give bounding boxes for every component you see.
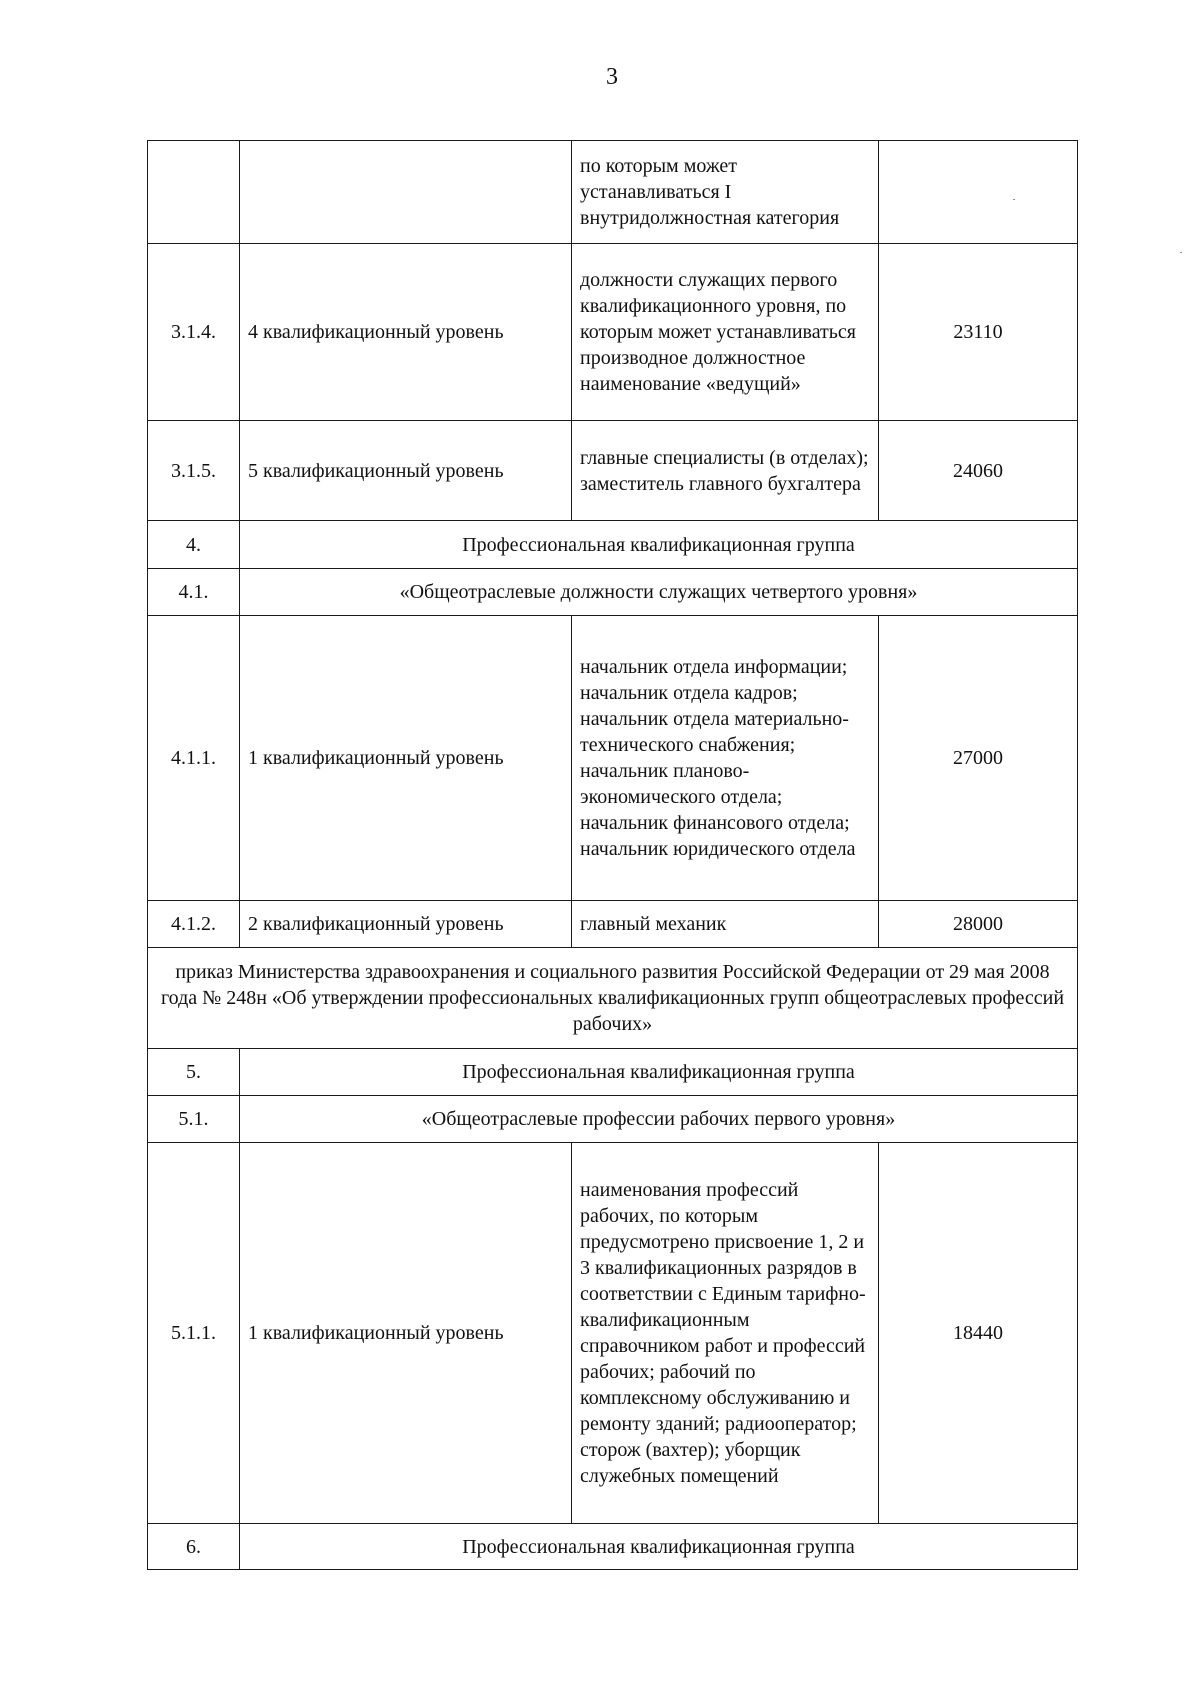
row-number: 5.1.1.	[148, 1143, 240, 1524]
salary-value: 28000	[879, 901, 1078, 948]
scan-speck	[1013, 199, 1015, 200]
row-number: 5.1.	[148, 1096, 240, 1143]
row-number: 5.	[148, 1049, 240, 1096]
salary-value: 23110	[879, 244, 1078, 421]
group-row	[148, 1049, 1078, 1096]
row-number: 4.1.	[148, 569, 240, 616]
group-row	[148, 569, 1078, 616]
row-number: 3.1.5.	[148, 421, 240, 521]
table-row	[148, 1143, 1078, 1524]
group-title: «Общеотраслевые должности служащих четвертого уровня»	[240, 569, 1078, 616]
salary-value: 27000	[879, 616, 1078, 901]
group-title: Профессиональная квалификационная группа	[240, 1524, 1078, 1570]
row-number: 6.	[148, 1524, 240, 1570]
group-title: Профессиональная квалификационная группа	[240, 1049, 1078, 1096]
order-row	[148, 948, 1078, 1049]
table-row	[148, 141, 1078, 244]
row-number	[148, 141, 240, 244]
scan-speck	[1180, 252, 1182, 253]
qualification-level: 1 квалификационный уровень	[240, 616, 572, 901]
table-row	[148, 244, 1078, 421]
row-number: 4.1.2.	[148, 901, 240, 948]
salary-value: 18440	[879, 1143, 1078, 1524]
qualification-level: 4 квалификационный уровень	[240, 244, 572, 421]
qualification-table	[147, 140, 1078, 1570]
row-number: 4.	[148, 521, 240, 569]
position-description: главный механик	[572, 901, 879, 948]
table-row	[148, 421, 1078, 521]
position-description: по которым может устанавливаться I внутридолжностная категория	[572, 141, 879, 244]
group-row	[148, 1524, 1078, 1570]
position-description: должности служащих первого квалификационного уровня, по которым может устанавливаться производное должностное наименование «ведущий»	[572, 244, 879, 421]
table-row	[148, 901, 1078, 948]
order-reference: приказ Министерства здравоохранения и социального развития Российской Федерации от 29 мая 2008 года № 248н «Об утверждении профессиональных квалификационных групп общеотраслевых профессий рабочих»	[148, 948, 1078, 1049]
group-row	[148, 1096, 1078, 1143]
qualification-level: 5 квалификационный уровень	[240, 421, 572, 521]
group-title: Профессиональная квалификационная группа	[240, 521, 1078, 569]
group-title: «Общеотраслевые профессии рабочих первого уровня»	[240, 1096, 1078, 1143]
position-description: начальник отдела информации; начальник отдела кадров; начальник отдела материально-технического снабжения; начальник планово-экономического отдела; начальник финансового отдела; начальник юридического отдела	[572, 616, 879, 901]
qualification-level	[240, 141, 572, 244]
salary-value	[879, 141, 1078, 244]
page-number: 3	[606, 64, 618, 90]
qualification-level: 2 квалификационный уровень	[240, 901, 572, 948]
salary-value: 24060	[879, 421, 1078, 521]
table-row	[148, 616, 1078, 901]
qualification-level: 1 квалификационный уровень	[240, 1143, 572, 1524]
position-description: главные специалисты (в отделах); заместитель главного бухгалтера	[572, 421, 879, 521]
position-description: наименования профессий рабочих, по которым предусмотрено присвоение 1, 2 и 3 квалификационных разрядов в соответствии с Единым тарифно-квалификационным справочником работ и профессий рабочих; рабочий по комплексному обслуживанию и ремонту зданий; радиооператор; сторож (вахтер); уборщик служебных помещений	[572, 1143, 879, 1524]
group-row	[148, 521, 1078, 569]
row-number: 3.1.4.	[148, 244, 240, 421]
row-number: 4.1.1.	[148, 616, 240, 901]
